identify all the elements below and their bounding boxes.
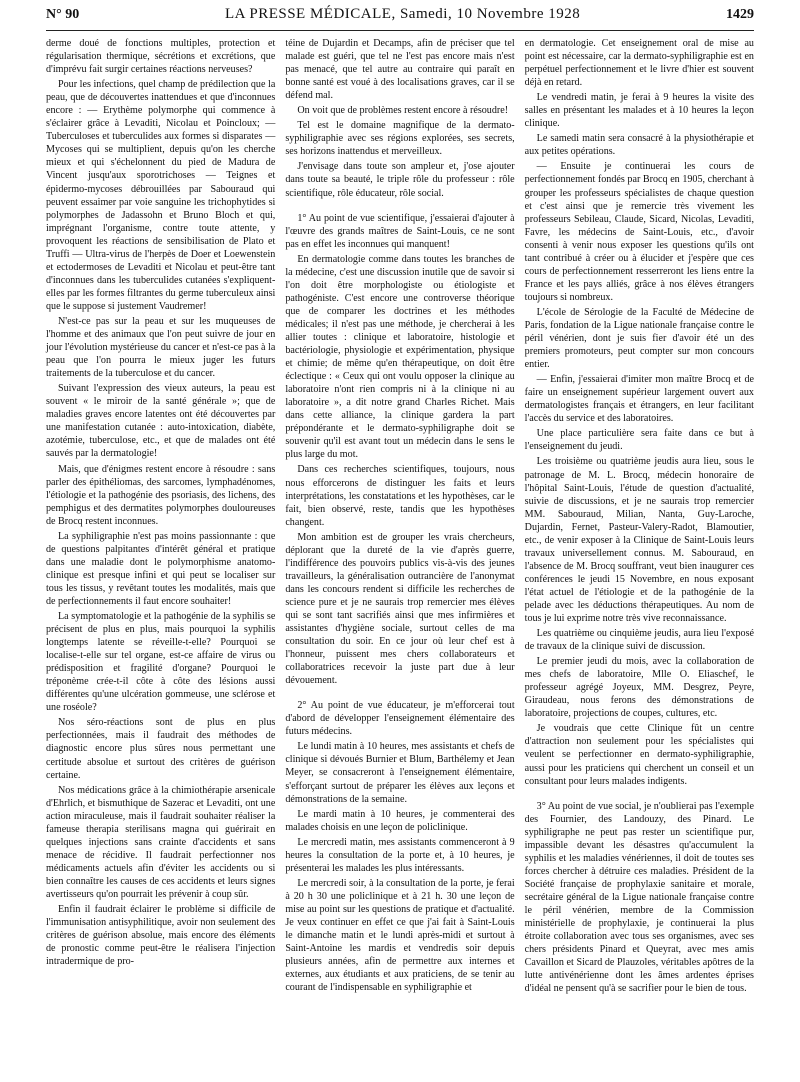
paragraph: La syphiligraphie n'est pas moins passionnante : que de questions palpitantes d'intérêt général et pratique dans une maladie dont le polymorphisme anatomo-clinique est presque infini et qui peut se localiser sur tous les tissus, y revêtant toutes les modalités, mais que de perfectionnements il faut encore souhaiter! — [46, 530, 276, 607]
section-social: 3° Au point de vue social, je n'oublierai pas l'exemple des Fournier, des Landouzy, des Pinard. Le syphiligraphe ne peut pas rester un scientifique pur, impassible devant les désastres qu'accumulent la syphilis et les maladies vénériennes, il doit de toutes ses forces chercher à détruire ces maladies. Président de la Société française de prophylaxie sanitaire et morale, secrétaire général de la Ligue nationale française contre le péril vénérien, membre de la Commission ministérielle de prophylaxie, je continuerai la plus étroite collaboration avec tous ses organismes, avec ses chers présidents Pinard et Queyrat, avec mes amis Cavaillon et Sicard de Plauzoles, véritables apôtres de la lutte antivénérienne dont les âmes ardentes éprises d'idéal ne pensent qu'à se sacrifier pour le bien de tous. — [524, 800, 754, 995]
paragraph: Le mercredi soir, à la consultation de la porte, je ferai à 20 h 30 une policlinique et à 21 h. 30 une leçon de mise au point sur les questions de pratique et d'actualité. Je veux continuer en effet ce que j'ai fait à Saint-Louis le dimanche matin et le lundi après-midi et surtout à Saint-Antoine les mardis et vendredis soir depuis plusieurs années, afin de permettre aux internes et externes, aux étudiants et aux praticiens, de se tenir au courant de l'indispensable en syphiligraphie et — [285, 877, 515, 994]
paragraph: On voit que de problèmes restent encore à résoudre! — [297, 105, 509, 117]
paragraph: en dermatologie. Cet enseignement oral de mise au point est nécessaire, car la dermato-syphiligraphie est en perpétuel perfectionnement et le livre d'hier est souvent déjà en retard. — [524, 38, 754, 89]
journal-title: LA PRESSE MÉDICALE, Samedi, 10 Novembre 1928 — [224, 6, 581, 22]
section-educator: 2° Au point de vue éducateur, je m'efforcerai tout d'abord de développer l'enseignement élémentaire des futurs médecins. — [285, 700, 515, 738]
paragraph: L'école de Sérologie de la Faculté de Médecine de Paris, fondation de la Ligue nationale française contre le péril vénérien, dont je suis fier d'avoir été un des premiers promoteurs, peut compter sur mon concours entier. — [524, 306, 754, 371]
column-3 — [525, 37, 754, 997]
paragraph: Les quatrième ou cinquième jeudis, aura lieu l'exposé de travaux de la clinique suivi de discussion. — [524, 628, 754, 653]
paragraph: Je voudrais que cette Clinique fût un centre d'attraction non seulement pour les spécialistes qui veulent se perfectionner en dermato-syphiligraphie, aussi pour les praticiens qui cherchent un conseil et un consultant pour leurs malades indigents. — [524, 723, 754, 787]
paragraph: Le vendredi matin, je ferai à 9 heures la visite des salles en présentant les malades et à 10 heures la leçon clinique. — [524, 92, 754, 130]
page-header — [46, 6, 754, 31]
issue-number: N° 90 — [46, 7, 80, 22]
paragraph: N'est-ce pas sur la peau et sur les muqueuses de l'homme et des animaux que l'on peut suivre de jour en jour l'évolution mystérieuse du cancer et n'est-ce pas à la peau que l'on pourra le mieux juger les futurs traitements de la tuberculose et du cancer. — [46, 315, 276, 380]
paragraph: Le lundi matin à 10 heures, mes assistants et chefs de clinique si dévoués Burnier et Blum, Barthélemy et Jean Meyer, se consacreront à l'enseignement élémentaire, s'efforçant surtout de préparer les élèves aux leçons et démonstrations de la semaine. — [285, 741, 515, 805]
paragraph: Enfin il faudrait éclairer le problème si difficile de l'immunisation antisyphilitique, avoir non seulement des critères de guérison absolue, mais encore des éléments de pronostic comme peut-être le réalisera l'injection intradermique de pro- — [46, 904, 276, 968]
column-1 — [46, 37, 275, 997]
paragraph: — Enfin, j'essaierai d'imiter mon maître Brocq et de faire un enseignement supérieur largement ouvert aux dermatologistes français et étrangers, en leur facilitant l'accès du service et des laboratoires. — [524, 374, 754, 425]
paragraph: Une place particulière sera faite dans ce but à l'enseignement du jeudi. — [524, 428, 754, 453]
paragraph: Pour les infections, quel champ de prédilection que la peau, que de découvertes inattendues et que d'inconnues encore : — Erythème polymorphe qui commence à s'éclairer grâce à Levaditi, Nicolau et Poincloux; — Tuberculoses et tuberculides aux formes si disparates — Mycoses qui se multiplient, depuis qu'on les cherche mieux et qui s'échelonnent du pied de Madura de Vincent jusqu'aux sporotrichoses — Teignes et épidermo-mycoses débrouillées par Sabouraud qui peuvent essaimer par voie sanguine les trichophytides si polymorphes de Jadassohn et Bruno Bloch et qui, imprégnant l'organisme, contre toute attente, y provoquent les réactions de sensibilisation de Plato et Truffi — Ultra-virus de l'herpès de Doer et Loewenstein et ectodermoses de Levaditi et Nicolau et peut-être tant d'inconnues dans les tuberculides cutanées s'expliquent-elles par les formes filtrantes du germe tuberculeux ainsi que le suppose si justement Vaudremer! — [46, 79, 276, 312]
paragraph: Le mercredi matin, mes assistants commenceront à 9 heures la consultation de la porte et, à 10 heures, je présenterai les malades les plus intéressants. — [285, 836, 515, 874]
paragraph: Le mardi matin à 10 heures, je commenterai des malades choisis en une leçon de policlinique. — [285, 808, 515, 833]
paragraph: Tel est le domaine magnifique de la dermato-syphiligraphie avec ses régions explorées, ses secrets, ses horizons inattendus et merveilleux. — [285, 120, 515, 158]
paragraph: En dermatologie comme dans toutes les branches de la médecine, c'est une discussion inutile que de savoir si l'on doit être morphologiste ou étiologiste et pathogéniste. C'est encore une controverse théorique que de comparer les doctrines et les méthodes médicales; il n'est pas une méthode, je chercherai à les allier toutes : clinique et laboratoire, histologie et bactériologie, physiologie et expérimentation, physique et chimie; de même qu'en thérapeutique, on doit être éclectique : « Ceux qui ont voulu opposer la clinique au laboratoire n'ont rien compris ni à la clinique ni au laboratoire », a dit notre grand Charles Richet. Mais dans cette alliance, la clinique gardera la part prépondérante et le dermato-syphiligraphe doit se souvenir qu'il est avant tout un médecin dans le sens le plus large du mot. — [285, 253, 515, 461]
paragraph: Nos séro-réactions sont de plus en plus perfectionnées, mais il faudrait des méthodes de diagnostic encore plus sûres nous permettant une certitude absolue et surtout des critères de guérison certaine. — [46, 717, 276, 781]
page-number: 1429 — [725, 7, 754, 22]
paragraph: Suivant l'expression des vieux auteurs, la peau est souvent « le miroir de la santé générale »; que de maladies graves encore latentes ont été découvertes par une manifestation cutanée : auto-intoxication, diabète, azotémie, tuberculose, etc., et que de malades ont été sauvés par la dermatologie! — [46, 383, 276, 460]
paragraph: Mon ambition est de grouper les vrais chercheurs, déplorant que la dureté de la vie d'après guerre, l'indifférence des pouvoirs publics vis-à-vis des jeunes travailleurs, la généralisation outrancière de l'anonymat dans les concours rendent si difficile les recherches de science pure et je ne saurais trop remercier mes élèves qui se sont tant sacrifiés ainsi que mes infirmières et assistantes d'hygiène sociale, surtout celles de ma consultation du soir. En ce jour où leur chef est à l'honneur, puissent mes chers collaborateurs et collaboratrices recevoir la juste part due à leur dévouement. — [285, 531, 515, 687]
paragraph: Les troisième ou quatrième jeudis aura lieu, sous le patronage de M. L. Brocq, médecin honoraire de l'hôpital Saint-Louis, l'étude de question d'actualité, suivie de discussions, et je ne saurais trop remercier MM. Sabouraud, Milian, Nanta, Guy-Laroche, Dujardin, Fernet, Pasteur-Valery-Radot, Blamoutier, etc., de venir exposer à la Clinique de Saint-Louis leurs travaux universellement connus. M. Sabouraud, en l'absence de M. Brocq souffrant, veut bien inaugurer ces conférences le jeudi 15 Novembre, en nous exposant l'état actuel de l'étiologie et de la pathogénie de la pelade avec les déductions thérapeutiques. Au nom de tous je lui exprime notre très vive reconnaissance. — [524, 456, 754, 625]
text-columns — [46, 37, 754, 997]
paragraph: Mais, que d'énigmes restent encore à résoudre : sans parler des épithéliomas, des sarcomes, lymphadénomes, l'étiologie et la pathogénie des psoriasis, des lichens, des pemphigus et des dermatites polymorphes douloureuses de Brocq restent inconnues. — [46, 463, 276, 527]
paragraph: Dans ces recherches scientifiques, toujours, nous nous efforcerons de distinguer les faits et leurs interprétations, les constatations et les hypothèses, car le fait, bien observé, reste, tandis que les hypothèses changent. — [285, 464, 515, 528]
paragraph: Nos médications grâce à la chimiothérapie arsenicale d'Ehrlich, et bismuthique de Sazerac et Levaditi, ont une action miraculeuse, mais il faudrait souhaiter réaliser la fameuse therapia sterilisans magna qui guérirait en quelques injections sans crainte d'accidents et sans menace de récidive. Il faudrait perfectionner nos médicaments actuels afin d'éviter les accidents ou si bien connaître les causes de ces accidents et leurs signes avertisseurs qu'on pourrait les prévenir à coup sûr. — [46, 784, 276, 900]
section-scientific: 1° Au point de vue scientifique, j'essaierai d'ajouter à l'œuvre des grands maîtres de Saint-Louis, ce ne sont pas en effet les inconnues qui manquent! — [285, 212, 515, 250]
paragraph: — Ensuite je continuerai les cours de perfectionnement fondés par Brocq en 1905, cherchant à grouper les professeurs spécialistes de chaque question et c'est ainsi que je remercie très vivement les professeurs Sebileau, Claude, Sicard, Nicolas, Levaditi, Favre, les médecins de Saint-Louis, etc., d'avoir consenti à venir nous exposer les questions qu'ils ont tant contribué à créer ou à élucider et j'espère que ces cours de perfectionnement resserreront les liens entre la France et les pays alliés, grâce à nos élèves étrangers toujours si nombreux. — [524, 161, 754, 303]
column-2 — [285, 37, 514, 997]
paragraph: Le samedi matin sera consacré à la physiothérapie et aux petites opérations. — [524, 133, 754, 158]
paragraph: La symptomatologie et la pathogénie de la syphilis se précisent de plus en plus, mais pourquoi la syphilis longtemps latente se réveille-t-elle? Pourquoi se localise-t-elle sur tel organe, est-ce affaire de virus ou prédisposition et fragilité d'organe? Pourquoi le tréponème crée-t-il côte à côte des lésions aussi différentes qu'une ulcération gommeuse, une sclérose et une roséole? — [46, 611, 276, 714]
paragraph: derme doué de fonctions multiples, protection et régularisation thermique, sécrétions et excrétions, que d'imprévu fait surgir certaines réactions nerveuses? — [46, 38, 276, 76]
paragraph: Le premier jeudi du mois, avec la collaboration de mes chefs de laboratoire, Mlle O. Eliaschef, le professeur agrégé Joyeux, MM. Desgrez, Peyre, Giraudeau, nous ferons des démonstrations de laboratoire, projections de coupes, cultures, etc. — [524, 656, 754, 720]
paragraph: téine de Dujardin et Decamps, afin de préciser que tel malade est guéri, que tel ne l'est pas encore mais n'est pas menacé, que tel autre au contraire qui paraît en bonne santé est voué à des localisations graves, car il se défend mal. — [285, 38, 515, 102]
paragraph: J'envisage dans toute son ampleur et, j'ose ajouter dans toute sa beauté, le triple rôle du professeur : rôle scientifique, rôle éducateur, rôle social. — [285, 161, 515, 199]
